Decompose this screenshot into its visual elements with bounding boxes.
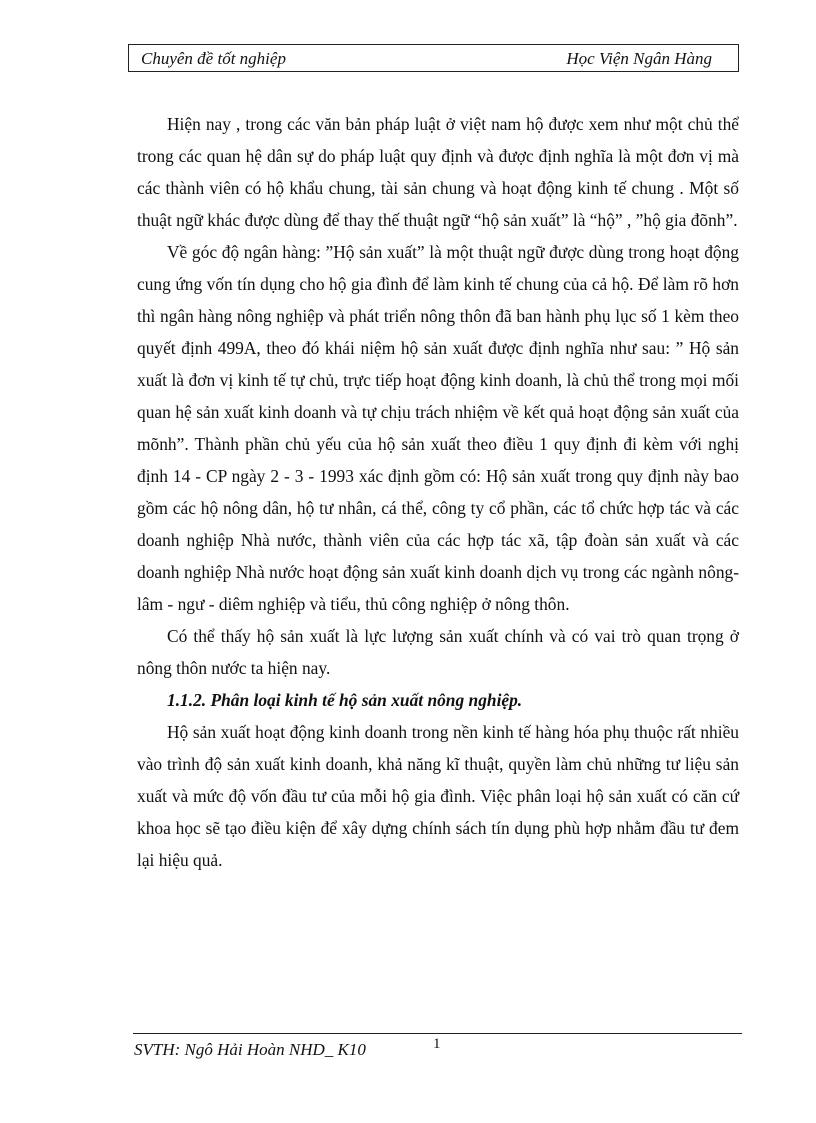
paragraph-banking-definition: Về góc độ ngân hàng: ”Hộ sản xuất” là một thuật ngữ được dùng trong hoạt động cung ứng vốn tín dụng cho hộ gia đình để làm kinh tế chung của cả hộ. Để làm rõ hơn thì ngân hàng nông nghiệp và phát triển nông thôn đã ban hành phụ lục số 1 kèm theo quyết định 499A, theo đó khái niệm hộ sản xuất được định nghĩa như sau: ” Hộ sản xuất là đơn vị kinh tế tự chủ, trực tiếp hoạt động kinh doanh, là chủ thể trong mọi mối quan hệ sản xuất kinh doanh và tự chịu trách nhiệm về kết quả hoạt động sản xuất của mõnh”. Thành phần chủ yếu của hộ sản xuất theo điều 1 quy định đi kèm với nghị định 14 - CP ngày 2 - 3 - 1993 xác định gồm có: Hộ sản xuất trong quy định này bao gồm các hộ nông dân, hộ tư nhân, cá thể, công ty cổ phần, các tổ chức hợp tác và các doanh nghiệp Nhà nước, thành viên của các hợp tác xã, tập đoàn sản xuất và các doanh nghiệp Nhà nước hoạt động sản xuất kinh doanh dịch vụ trong các ngành nông- lâm - ngư - diêm nghiệp và tiểu, thủ công nghiệp ở nông thôn.: [137, 242, 739, 614]
document-body: [137, 108, 739, 876]
header-institution: Học Viện Ngân Hàng: [566, 49, 712, 68]
footer-divider: [133, 1033, 742, 1034]
header-document-type: Chuyên đề tốt nghiệp: [141, 49, 286, 68]
section-heading: 1.1.2. Phân loại kinh tế hộ sản xuất nông nghiệp.: [167, 690, 523, 710]
paragraph-classification: Hộ sản xuất hoạt động kinh doanh trong nền kinh tế hàng hóa phụ thuộc rất nhiều vào trình độ sản xuất kinh doanh, khả năng kĩ thuật, quyền làm chủ những tư liệu sản xuất và mức độ vốn đầu tư của mỗi hộ gia đình. Việc phân loại hộ sản xuất có căn cứ khoa học sẽ tạo điều kiện để xây dựng chính sách tín dụng phù hợp nhằm đầu tư đem lại hiệu quả.: [137, 722, 739, 870]
paragraph-role-of-households: Có thể thấy hộ sản xuất là lực lượng sản xuất chính và có vai trò quan trọng ở nông thôn nước ta hiện nay.: [137, 626, 739, 678]
page-header: [128, 44, 739, 72]
paragraph-household-legal-definition: Hiện nay , trong các văn bản pháp luật ở việt nam hộ được xem như một chủ thể trong các quan hệ dân sự do pháp luật quy định và được định nghĩa là một đơn vị mà các thành viên có hộ khẩu chung, tài sản chung và hoạt động kinh tế chung . Một số thuật ngữ khác được dùng để thay thế thuật ngữ “hộ sản xuất” là “hộ” , ”hộ gia đõnh”.: [137, 114, 739, 230]
page-number: 1: [433, 1036, 441, 1052]
footer-author: SVTH: Ngô Hải Hoàn NHD_ K10: [134, 1040, 366, 1059]
